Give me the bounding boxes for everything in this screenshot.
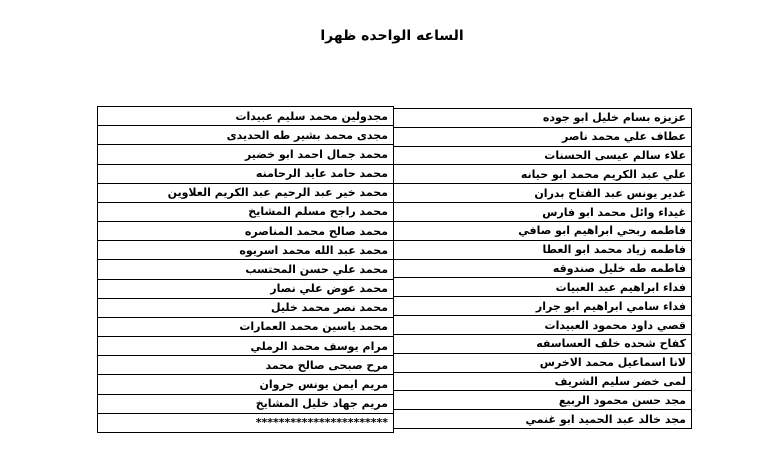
name-cell: محمد ياسين محمد العمارات [98, 318, 393, 337]
name-cell: علاء سالم عيسى الحسنات [394, 147, 691, 166]
name-cell: عطاف علي محمد ناصر [394, 128, 691, 147]
name-cell: محمد عوض علي نصار [98, 280, 393, 299]
name-cell: فاطمه طه خليل صندوقه [394, 260, 691, 279]
name-cell: لمى خضر سليم الشريف [394, 373, 691, 392]
name-cell: محمد علي حسن المحتسب [98, 260, 393, 279]
name-cell: قصي داود محمود العبيدات [394, 316, 691, 335]
name-cell: مجدى محمد بشير طه الحديدى [98, 126, 393, 145]
name-cell: فاطمه ربحي ابراهيم ابو صافي [394, 222, 691, 241]
name-cell: مجد حسن محمود الربيع [394, 391, 691, 410]
name-cell: كفاح شحده خلف العساسفه [394, 335, 691, 354]
name-cell: مرام يوسف محمد الرملي [98, 337, 393, 356]
name-cell: مجد خالد عبد الحميد ابو غنمي [525, 412, 686, 426]
name-cell: غدير يونس عبد الفتاح بدران [394, 184, 691, 203]
name-cell: محمد راجح مسلم المشايخ [98, 203, 393, 222]
name-cell: محمد جمال احمد ابو خضير [98, 145, 393, 164]
name-cell: مرح صبحى صالح محمد [98, 356, 393, 375]
name-cell: محمد حامد عايد الرحامنه [98, 165, 393, 184]
name-cell: محمد صالح محمد المناصره [98, 222, 393, 241]
placeholder-asterisks-cell: *********************** [255, 416, 388, 430]
name-cell: محمد عبد الله محمد اسريوه [98, 241, 393, 260]
name-cell: مجدولين محمد سليم عبيدات [98, 107, 393, 126]
name-cell: لانا اسماعيل محمد الاخرس [394, 354, 691, 373]
name-cell: عزيزه بسام خليل ابو جوده [394, 109, 691, 128]
name-cell: علي عبد الكريم محمد ابو حيانه [394, 165, 691, 184]
name-cell: غيداء وائل محمد ابو فارس [394, 203, 691, 222]
name-cell: مريم جهاد خليل المشايخ [98, 395, 393, 414]
name-cell: فداء ابراهيم عيد العبيات [394, 278, 691, 297]
page-title: الساعه الواحده ظهرا [320, 28, 464, 44]
name-table-right [393, 108, 692, 429]
name-cell: محمد نصر محمد خليل [98, 299, 393, 318]
name-table-left [97, 106, 394, 433]
name-cell: فاطمه زياد محمد ابو العطا [394, 241, 691, 260]
name-cell: مريم ايمن يونس جروان [98, 375, 393, 394]
name-cell: فداء سامي ابراهيم ابو جرار [394, 297, 691, 316]
name-cell: محمد خير عبد الرحيم عبد الكريم العلاوين [98, 184, 393, 203]
